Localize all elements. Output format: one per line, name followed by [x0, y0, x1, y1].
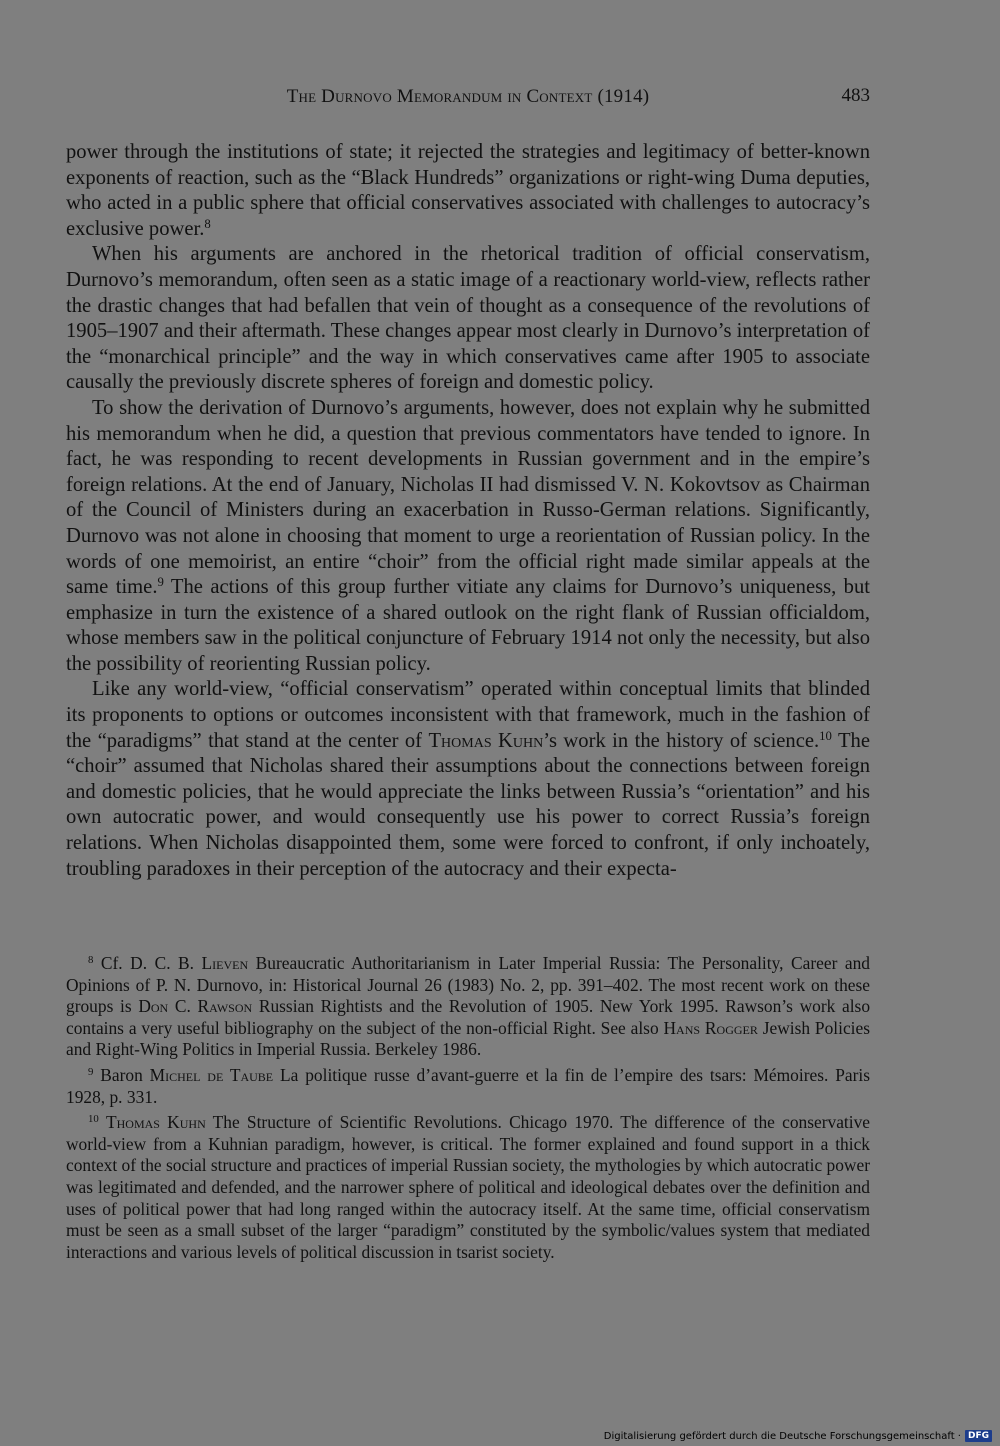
credit-text: Digitalisierung gefördert durch die Deutsche Forschungsgemeinschaft · [603, 1430, 961, 1442]
footnote-number: 8 [88, 954, 94, 967]
paragraph-4-text-b: ’s work in the history of science. [543, 729, 820, 752]
author-name: Lieven [201, 953, 249, 973]
author-name: Hans Rogger [663, 1017, 758, 1038]
footnote-8 [66, 953, 870, 1061]
footnote-text: Russian Rightists and the Revolution of 1905. New York 1995. Rawson’s work also contains a very useful bibliography on the subject of the non-official Right. See also [66, 996, 871, 1038]
digitization-credit [600, 1428, 992, 1444]
footnote-text: Cf. D. C. B. [93, 953, 202, 973]
footnote-10 [66, 1112, 870, 1263]
author-name: Thomas Kuhn [428, 729, 544, 752]
running-title: The Durnovo Memorandum in Context (1914) [286, 86, 650, 107]
paragraph-3-text-a: To show the derivation of Durnovo’s arguments, however, does not explain why he submitted his memorandum when he did, a question that previous commentators have tended to ignore. In fact, he was responding to recent developments in Russian government and in the empire’s foreign relations. At the end of January, Nicholas II had dismissed V. N. Kokovtsov as Chairman of the Council of Ministers during an exacerbation in Russo-German relations. Significantly, Durnovo was not alone in choosing that moment to urge a reorientation of Russian policy. In the words of one memoirist, an entire “choir” from the official right made similar appeals at the same time. [66, 396, 870, 599]
author-name: Don C. Rawson [138, 996, 253, 1017]
paragraph-4-text-c: The “choir” assumed that Nicholas shared their assumptions about the connections between foreign and domestic policies, that he would appreciate the links between Russia’s “orientation” and his own autocratic power, and would consequently use his power to correct Russia’s foreign relations. When Nicholas disappointed them, some were forced to confront, if only inchoately, troubling paradoxes in their perception of the autocracy and their expecta- [66, 729, 870, 880]
page-header [66, 86, 870, 116]
footnote-text: La politique russe d’avant-guerre et la fin de l’empire des tsars: Mémoires. Paris 1928, p. 331. [66, 1064, 870, 1107]
footnote-ref-8[interactable]: 8 [204, 216, 211, 231]
paragraph-2: When his arguments are anchored in the rhetorical tradition of official conservatism, Durnovo’s memorandum, often seen as a static image of a reactionary world-view, reflects rather the drastic changes that had befallen that vein of thought as a consequence of the revolutions of 1905–1907 and their aftermath. These changes appear most clearly in Durnovo’s interpretation of the “monarchical principle” and the way in which conservatives came after 1905 to associate causally the previously discrete spheres of foreign and domestic policy. [66, 243, 870, 394]
footnote-9 [66, 1065, 870, 1108]
page-number: 483 [841, 85, 870, 106]
footnotes [66, 953, 870, 1267]
author-name: Thomas Kuhn [106, 1112, 206, 1133]
paragraph-1-text: power through the institutions of state; it rejected the strategies and legitimacy of better-known exponents of reaction, such as the “Black Hundreds” organizations or right-wing Duma deputies, who acted in a public sphere that official conservatives associated with challenges to autocracy’s exclusive power. [66, 141, 870, 240]
footnote-text: Bureaucratic Authoritarianism in Later Imperial Russia: The Personality, Career and Opinions of P. N. Durnovo, in: Historical Journal 26 (1983) No. 2, pp. 391–402. The most recent work on these groups is [66, 953, 870, 1017]
footnote-text: Jewish Policies and Right-Wing Politics in Imperial Russia. Berkeley 1986. [66, 1017, 870, 1060]
footnote-ref-9[interactable]: 9 [157, 575, 164, 590]
paragraph-4-text-a: Like any world-view, “official conservatism” operated within conceptual limits that blinded its proponents to options or outcomes inconsistent with that framework, much in the fashion of the “paradigms” that stand at the center of [66, 678, 870, 752]
footnote-text [99, 1112, 106, 1132]
author-name: Michel de Taube [149, 1064, 274, 1085]
footnote-ref-10[interactable]: 10 [819, 728, 832, 743]
paragraph-4 [66, 677, 870, 882]
paragraph-3 [66, 396, 870, 678]
paragraph-3-text-b: The actions of this group further vitiate any claims for Durnovo’s uniqueness, but emphasize in turn the existence of a shared outlook on the right flank of Russian officialdom, whose members saw in the political conjuncture of February 1914 not only the necessity, but also the possibility of reorienting Russian policy. [66, 576, 870, 675]
body-text [66, 140, 870, 882]
footnote-text: The Structure of Scientific Revolutions. Chicago 1970. The difference of the conservative world-view from a Kuhnian paradigm, however, is critical. The former explained and found support in a thick context of the social structure and practices of imperial Russian society, the mythologies by which autocratic power was legitimated and defended, and the narrower sphere of political and ideological debates over the definition and uses of political power that had long ranged within the autocracy itself. At the same time, official conservatism must be seen as a small subset of the larger “paradigm” constituted by the symbolic/values system that mediated interactions and various levels of political discussion in tsarist society. [66, 1112, 870, 1262]
footnote-number: 10 [88, 1113, 99, 1126]
dfg-logo-icon: DFG [965, 1430, 992, 1442]
footnote-text: Baron [93, 1064, 150, 1085]
footnote-number: 9 [88, 1066, 94, 1079]
paragraph-1 [66, 140, 870, 242]
